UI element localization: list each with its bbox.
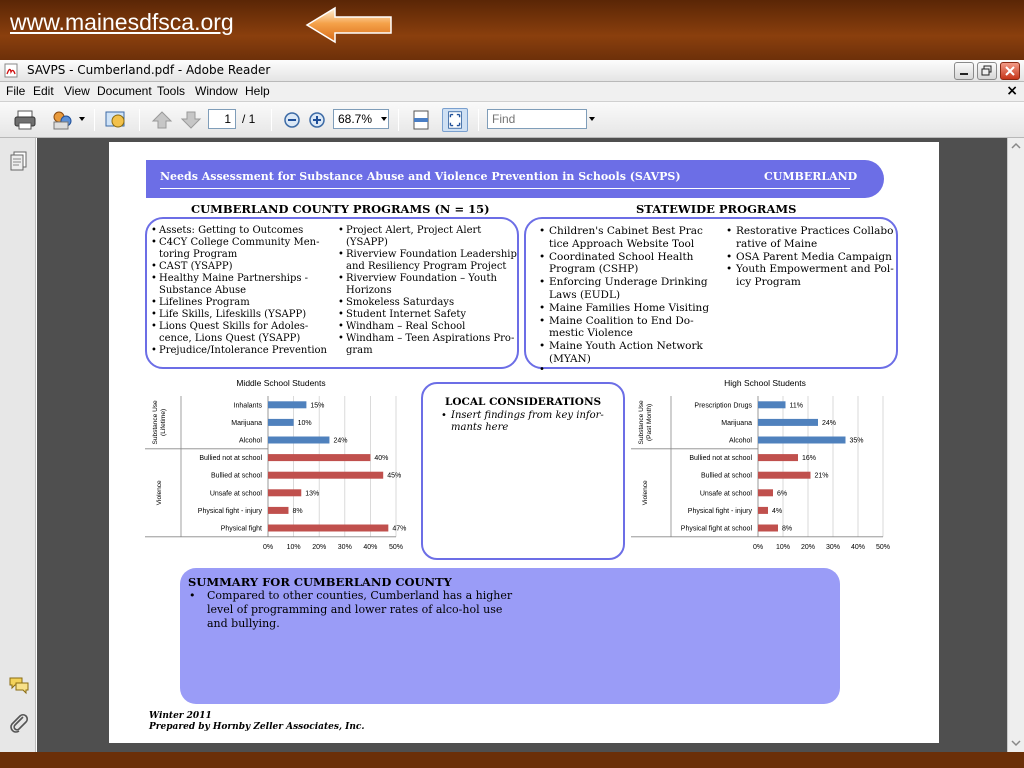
title-bar [0,60,1024,82]
data-label: 15% [310,402,325,410]
tick-label: 30% [825,543,841,551]
close-document-icon[interactable]: × [1006,83,1018,99]
summary-box: SUMMARY FOR CUMBERLAND COUNTY • Compared to other counties, Cumberland has a higher level of programming and lower rates of alco-hol use and bullying. [180,568,840,704]
tick-label: 50% [875,543,891,551]
county-name: CUMBERLAND [764,170,858,183]
list-item: • CAST (YSAPP) [151,261,333,273]
zoom-dropdown-arrow[interactable] [381,117,387,121]
bar [268,489,301,496]
category-label: Bullied not at school [689,455,752,463]
group-label: Violence [642,480,649,506]
summary-title: SUMMARY FOR CUMBERLAND COUNTY [188,575,452,589]
bar [758,437,846,444]
close-icon [1001,63,1019,79]
zoom-in-icon[interactable] [304,108,330,132]
county-programs-list-2 [338,225,518,357]
pdf-page [109,142,939,743]
list-item: • Life Skills, Lifeskills (YSAPP) [151,309,333,321]
list-item: • Windham – Real School [338,321,518,333]
group-label: Violence [156,480,163,506]
list-item: • Restorative Practices Collabo rative of Maine [726,225,896,251]
report-header [146,160,884,198]
data-label: 8% [782,525,793,533]
category-label: Unsafe at school [209,490,262,498]
category-label: Marijuana [721,419,752,427]
list-item: • Assets: Getting to Outcomes [151,225,333,237]
list-item: • Children's Cabinet Best Prac tice Approach Website Tool [539,225,713,251]
menu-document[interactable]: Document [97,84,152,98]
comments-panel-icon[interactable] [8,674,30,696]
vertical-scrollbar[interactable] [1007,138,1024,752]
attachments-panel-icon[interactable] [8,712,30,734]
collaborate-icon[interactable] [50,108,76,132]
toolbar [0,102,1024,138]
previous-page-icon[interactable] [149,108,175,132]
empty-bullet: • [539,364,545,375]
group-label-sub: (Lifetime) [160,408,167,436]
menu-edit[interactable]: Edit [33,84,54,98]
minimize-button[interactable] [954,62,974,80]
data-label: 4% [772,507,783,515]
find-dropdown-arrow[interactable] [589,117,595,121]
tick-label: 0% [752,543,764,551]
bar [268,507,288,514]
tick-label: 0% [262,543,274,551]
page-total: / 1 [242,112,256,126]
bar [758,525,778,532]
list-item: • Lions Quest Skills for Adoles-cence, Lions Quest (YSAPP) [151,321,333,345]
data-label: 11% [789,402,803,410]
summary-text: Compared to other counties, Cumberland has a higher level of programming and lower rates of alco-hol use and bullying. [207,589,513,630]
high-school-chart [631,376,903,560]
next-page-icon[interactable] [178,108,204,132]
local-considerations-title: LOCAL CONSIDERATIONS [445,396,602,408]
list-item: • Windham – Teen Aspirations Pro-gram [338,333,518,357]
category-label: Prescription Drugs [694,402,752,410]
local-considerations-text: Insert findings from key infor-mants here [451,410,604,433]
top-banner [0,0,1024,60]
window-title: SAVPS - Cumberland.pdf - Adobe Reader [27,63,271,77]
page-number-input[interactable] [208,109,236,129]
data-label: 8% [292,507,303,515]
chart-title: High School Students [724,378,806,388]
group-label: Substance Use [638,400,645,445]
county-programs-list-1 [151,225,333,357]
group-label: Substance Use [152,400,159,445]
bar [268,525,388,532]
data-label: 13% [305,490,320,498]
list-item: • Healthy Maine Partnerships - Substance Abuse [151,273,333,297]
list-item: • Riverview Foundation – Youth Horizons [338,273,518,297]
bar [758,507,768,514]
bar [268,401,306,408]
updates-icon[interactable] [103,108,129,132]
tick-label: 40% [363,543,378,551]
report-title: Needs Assessment for Substance Abuse and Violence Prevention in Schools (SAVPS) [160,170,681,183]
list-item: • Coordinated School Health Program (CSHP) [539,251,713,277]
print-icon[interactable] [12,108,38,132]
group-label-sub: (Past Month) [646,403,653,442]
website-link[interactable]: www.mainesdfsca.org [10,9,234,35]
list-item: • Project Alert, Project Alert (YSAPP) [338,225,518,249]
data-label: 21% [814,472,829,480]
pages-panel-icon[interactable] [8,150,30,172]
data-label: 16% [802,455,817,463]
category-label: Unsafe at school [699,490,752,498]
category-label: Physical fight - injury [197,507,262,515]
list-item: • Maine Coalition to End Do-mestic Violence [539,315,713,341]
find-input[interactable] [487,109,587,129]
data-label: 24% [333,437,348,445]
restore-icon [978,63,996,79]
category-label: Alcohol [729,437,752,445]
scroll-down-icon[interactable] [1008,736,1024,750]
tick-label: 30% [337,543,352,551]
tick-label: 10% [286,543,301,551]
category-label: Bullied at school [211,472,262,480]
list-item: • Student Internet Safety [338,309,518,321]
data-label: 6% [777,490,788,498]
navigation-panel [0,138,36,752]
close-button[interactable] [1000,62,1020,80]
tick-label: 20% [312,543,327,551]
back-arrow-icon[interactable] [305,6,393,44]
data-label: 40% [374,455,389,463]
restore-button[interactable] [977,62,997,80]
statewide-programs-list-1 [539,225,713,366]
menu-bar [0,82,1024,102]
tick-label: 20% [800,543,816,551]
category-label: Marijuana [231,419,262,427]
bar [268,419,294,426]
list-item: • Enforcing Underage Drinking Laws (EUDL) [539,276,713,302]
data-label: 47% [392,525,407,533]
menu-help[interactable]: Help [245,84,270,98]
data-label: 35% [849,437,864,445]
middle-school-chart [145,376,413,560]
chart-title: Middle School Students [236,378,326,388]
county-programs-title: CUMBERLAND COUNTY PROGRAMS (N = 15) [191,202,490,216]
data-label: 45% [387,472,402,480]
menu-tools[interactable]: Tools [157,84,186,98]
pdf-file-icon [4,63,18,78]
data-label: 10% [297,419,312,427]
bar [758,472,811,479]
fit-width-icon[interactable] [408,108,434,132]
bar [758,454,798,461]
scroll-up-icon[interactable] [1008,139,1024,153]
minimize-icon [955,63,973,79]
list-item: • Riverview Foundation Leadership and Resiliency Program Project [338,249,518,273]
list-item: • Prejudice/Intolerance Prevention [151,345,333,357]
bar [758,419,818,426]
category-label: Bullied at school [701,472,752,480]
menu-view[interactable]: View [64,84,90,98]
category-label: Physical fight at school [680,525,752,533]
bar [268,437,329,444]
menu-window[interactable]: Window [195,84,238,98]
collaborate-dropdown-arrow[interactable] [79,117,85,121]
footer-credit: Prepared by Hornby Zeller Associates, Inc. [149,722,365,732]
local-considerations-box: LOCAL CONSIDERATIONS • Insert findings from key infor-mants here [421,382,625,560]
footer-date: Winter 2011 [149,711,212,721]
bar [758,489,773,496]
fit-page-icon[interactable] [442,108,468,132]
statewide-programs-list-2 [726,225,896,289]
statewide-programs-title: STATEWIDE PROGRAMS [636,202,797,216]
list-item: • Smokeless Saturdays [338,297,518,309]
list-item: • Maine Youth Action Network (MYAN) [539,340,713,366]
category-label: Physical fight - injury [687,507,752,515]
zoom-out-icon[interactable] [279,108,305,132]
data-label: 24% [822,419,837,427]
list-item: • Lifelines Program [151,297,333,309]
bar [758,401,786,408]
tick-label: 40% [850,543,866,551]
menu-file[interactable]: File [6,84,26,98]
list-item: • Youth Empowerment and Pol-icy Program [726,263,896,289]
category-label: Inhalants [233,402,262,410]
list-item: • Maine Families Home Visiting [539,302,713,315]
category-label: Bullied not at school [199,455,262,463]
bar [268,472,383,479]
list-item: • C4CY College Community Men-toring Program [151,237,333,261]
bar [268,454,370,461]
tick-label: 10% [775,543,791,551]
list-item: • OSA Parent Media Campaign [726,251,896,264]
tick-label: 50% [388,543,404,551]
category-label: Alcohol [239,437,262,445]
category-label: Physical fight [220,525,262,533]
